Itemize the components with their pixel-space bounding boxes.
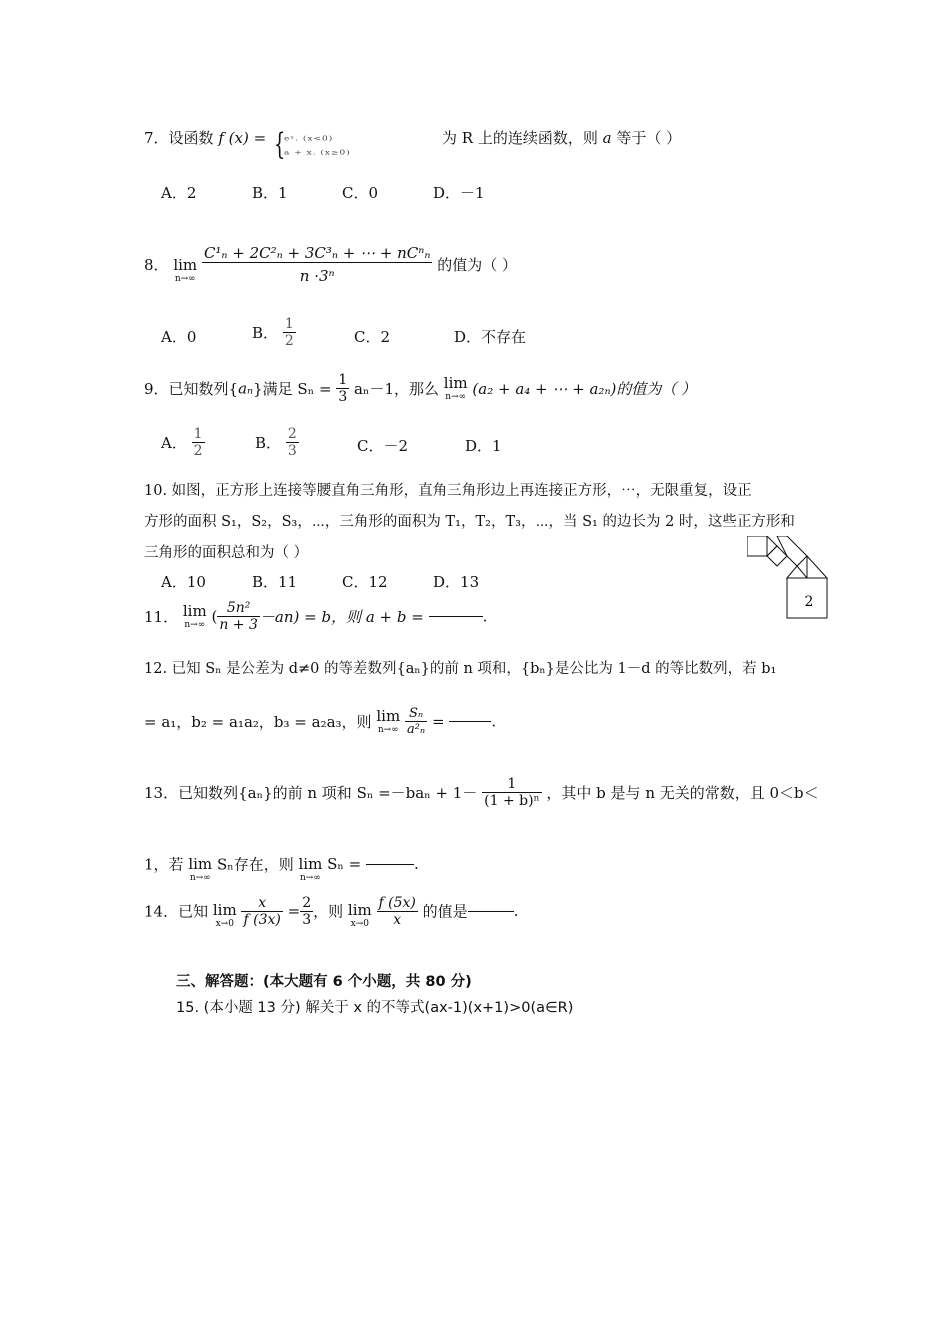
square-triangle-figure xyxy=(747,536,831,628)
q13-lim-text-1: lim xyxy=(188,855,213,873)
q10-option-c: C．12 xyxy=(342,573,388,591)
q14-end: . xyxy=(513,902,519,920)
triangle-3 xyxy=(787,566,807,578)
q7-post-text2: 等于（ ） xyxy=(616,129,682,147)
triangle-1 xyxy=(767,536,777,556)
q7-var-a: a xyxy=(602,129,612,147)
q9-option-a xyxy=(161,426,205,459)
q8-line xyxy=(144,244,517,285)
q7-case2: a + x. (x≥0) xyxy=(284,149,351,157)
q9-limit xyxy=(443,373,468,402)
q7-post xyxy=(442,127,681,148)
q14-frac2-num: f (5x) xyxy=(378,894,416,911)
q14-frac1-num: x xyxy=(258,894,267,911)
q14-post: 的值是 xyxy=(422,902,468,921)
q11-post: －an) = b，则 a + b = xyxy=(259,608,424,626)
q12-line1: 12. 已知 Sₙ 是公差为 d≠0 的等差数列{aₙ}的前 n 项和，{bₙ}是公比为 1－d 的等比数列，若 b₁ xyxy=(144,661,777,677)
q7-fx: f (x) = xyxy=(218,129,267,147)
q9-frac-den: 3 xyxy=(338,389,348,405)
triangle-4 xyxy=(807,556,817,578)
q12-limit xyxy=(376,706,401,735)
q14-value-den: 3 xyxy=(302,911,312,928)
q12-fraction xyxy=(405,706,427,737)
q7-case1: eˣ. (x<0) xyxy=(284,135,334,143)
q12-line2 xyxy=(144,706,496,737)
q8-numerator: C¹ₙ + 2C²ₙ + 3C³ₙ + ⋯ + nCⁿₙ xyxy=(203,244,431,262)
q9-option-a-num: 1 xyxy=(193,426,203,442)
q11-frac-num: 5n² xyxy=(226,600,251,616)
q7-option-a: A．2 xyxy=(161,184,197,202)
q12-eq: = xyxy=(431,712,445,731)
q9-option-a-frac xyxy=(192,426,205,459)
q12-end: . xyxy=(491,712,497,731)
q8-option-b xyxy=(252,316,296,349)
q11-end: . xyxy=(482,607,488,626)
q11-limit xyxy=(182,601,207,630)
small-square-1 xyxy=(747,536,767,556)
q8-lim-text: lim xyxy=(173,255,198,274)
q8-option-b-num: 1 xyxy=(284,316,294,332)
q9-option-d: D．1 xyxy=(465,437,502,455)
q10-line2: 方形的面积 S₁，S₂，S₃，⋯，三角形的面积为 T₁，T₂，T₃，⋯，当 S₁ 的边长为 2 时，这些正方形和 xyxy=(144,514,795,530)
q8-option-c: C．2 xyxy=(354,328,391,346)
q13-text1: 13．已知数列{aₙ}的前 n 项和 Sₙ =－baₙ + 1－ xyxy=(144,784,478,802)
q9-text2: }满足 Sₙ = xyxy=(253,380,332,398)
q9-lim-sub: n→∞ xyxy=(445,391,467,402)
q14-lim-sub-1: x→0 xyxy=(215,919,234,929)
q13-limit-2 xyxy=(298,857,322,883)
q11-open-paren: ( xyxy=(211,607,218,626)
section3-title: 三、解答题：(本大题有 6 个小题，共 80 分) xyxy=(176,974,472,990)
q7-number: 7． xyxy=(144,129,169,147)
q8-number: 8． xyxy=(144,256,169,274)
q13-line1 xyxy=(144,776,819,809)
q12-lim-text: lim xyxy=(376,706,401,725)
q11-blank[interactable] xyxy=(429,616,483,617)
q9-option-b-frac xyxy=(286,426,299,459)
square-3 xyxy=(767,536,787,546)
q14-blank[interactable] xyxy=(468,911,514,912)
q13-frac-den: (1 + b)ⁿ xyxy=(484,793,540,809)
q11-lim-sub: n→∞ xyxy=(184,619,206,630)
q12-frac-num: Sₙ xyxy=(408,706,424,721)
q8-option-a: A．0 xyxy=(161,328,197,346)
q13-lim-sub-2: n→∞ xyxy=(299,873,321,883)
q9-an: aₙ xyxy=(238,379,254,398)
q13-frac-num: 1 xyxy=(507,776,517,792)
q7-option-d: D．－1 xyxy=(433,184,485,202)
q8-post: 的值为（ ） xyxy=(437,256,518,274)
q14-eq: = xyxy=(287,902,301,920)
q9-option-b-num: 2 xyxy=(287,426,297,442)
q13-lim-sub-1: n→∞ xyxy=(189,873,211,883)
q13-line2b: Sₙ存在，则 xyxy=(216,855,294,874)
q10-option-a: A．10 xyxy=(161,573,206,591)
q13-lim-text-2: lim xyxy=(298,855,323,873)
q13-blank[interactable] xyxy=(366,864,414,865)
q9-option-a-label: A． xyxy=(161,434,187,452)
q10-line3: 三角形的面积总和为（ ） xyxy=(144,545,309,561)
q13-fraction xyxy=(482,776,541,809)
q11-line xyxy=(144,600,487,633)
q8-option-d: D．不存在 xyxy=(454,328,527,346)
q8-fraction xyxy=(202,244,433,285)
q14-line xyxy=(144,893,518,929)
q14-lim-text-2: lim xyxy=(347,901,372,919)
triangle-5 xyxy=(807,556,827,578)
q12-blank[interactable] xyxy=(449,721,491,722)
q13-line2a: 1，若 xyxy=(144,855,184,874)
q9-text1: 9．已知数列{ xyxy=(144,380,239,398)
q9-line xyxy=(144,372,696,405)
q14-fraction-1 xyxy=(241,895,282,928)
figure-svg xyxy=(747,536,831,624)
q14-number: 14．已知 xyxy=(144,902,209,921)
q9-fraction xyxy=(336,372,349,405)
q13-line2c: Sₙ = xyxy=(327,855,362,873)
q9-expr: (a₂ + a₄ + ⋯ + a₂ₙ)的值为（ ） xyxy=(472,380,697,398)
q9-lim-text: lim xyxy=(443,373,468,392)
q12-line2-text: = a₁，b₂ = a₁a₂，b₃ = a₂a₃，则 xyxy=(144,713,372,731)
q7-option-b: B．1 xyxy=(252,184,288,202)
q8-lim-sub: n→∞ xyxy=(174,273,196,284)
q14-limit-1 xyxy=(213,903,237,929)
q9-text3: aₙ－1，那么 xyxy=(354,380,440,398)
q13-end: . xyxy=(413,855,419,873)
q14-lim-text-1: lim xyxy=(212,901,237,919)
q10-line1: 10. 如图，正方形上连接等腰直角三角形，直角三角形边上再连接正方形，⋯，无限重复，设正 xyxy=(144,483,752,499)
q12-frac-den: a²ₙ xyxy=(406,722,426,737)
q14-frac1-den: f (3x) xyxy=(243,911,281,928)
q12-lim-sub: n→∞ xyxy=(377,724,399,735)
q9-option-b-label: B． xyxy=(255,434,282,452)
q14-frac2-den: x xyxy=(377,911,418,928)
q13-line2 xyxy=(144,845,419,883)
q13-text2: ，其中 b 是与 n 无关的常数，且 0＜b＜ xyxy=(546,784,819,802)
q7-line xyxy=(144,127,266,148)
q7-option-c: C．0 xyxy=(342,184,379,202)
figure-label: 2 xyxy=(804,594,814,610)
q14-value-num: 2 xyxy=(302,894,312,911)
q14-fraction-2 xyxy=(377,895,418,928)
q10-option-b: B．11 xyxy=(252,573,298,591)
q11-fraction xyxy=(217,600,260,633)
q9-option-b xyxy=(255,426,299,459)
q11-frac-den: n + 3 xyxy=(219,617,258,633)
q9-frac-num: 1 xyxy=(338,372,348,388)
q11-lim-text: lim xyxy=(182,601,207,620)
q9-option-b-den: 3 xyxy=(287,443,297,459)
q7-brace: { xyxy=(273,127,286,162)
q10-option-d: D．13 xyxy=(433,573,480,591)
q8-option-b-frac xyxy=(283,316,296,349)
q7-pre: 设函数 xyxy=(168,129,214,147)
q14-lim-sub-2: x→0 xyxy=(350,919,369,929)
q8-limit xyxy=(173,255,198,284)
q13-limit-1 xyxy=(188,857,212,883)
q9-option-c: C．－2 xyxy=(357,437,409,455)
q8-option-b-den: 2 xyxy=(284,333,294,349)
q14-mid: ，则 xyxy=(313,902,344,921)
q14-limit-2 xyxy=(348,903,372,929)
q9-option-a-den: 2 xyxy=(193,443,203,459)
q15-text: 15. (本小题 13 分) 解关于 x 的不等式(ax-1)(x+1)>0(a∈R) xyxy=(176,1000,574,1016)
q7-post-text: 为 R 上的连续函数，则 xyxy=(442,129,598,147)
q14-value-frac xyxy=(300,895,313,928)
q11-number: 11． xyxy=(144,608,179,626)
q8-option-b-label: B． xyxy=(252,324,279,342)
q8-denominator: n ·3ⁿ xyxy=(202,262,433,285)
